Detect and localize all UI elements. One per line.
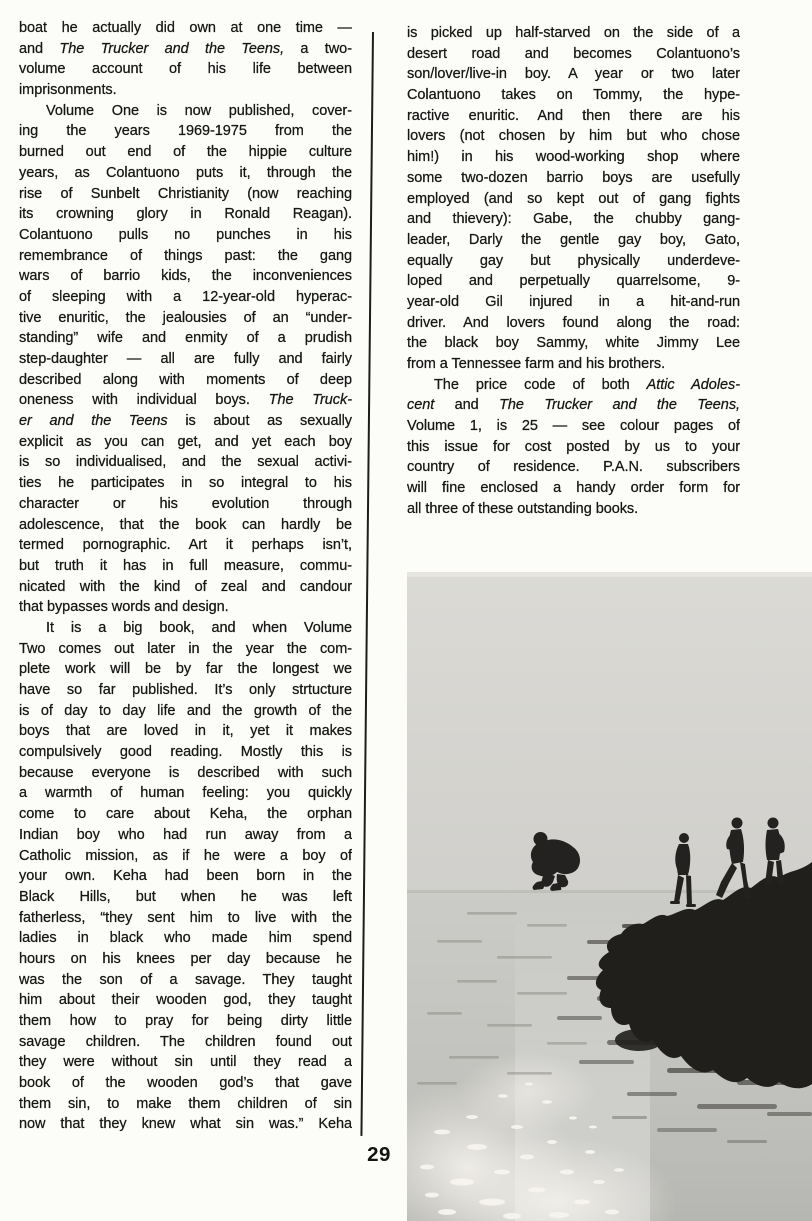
text-line: Two comes out later in the year the com- (19, 640, 352, 657)
text-line: Black Hills, but when he was left (19, 888, 352, 905)
text-line: Catholic mission, as if he were a boy of (19, 847, 352, 864)
right-text-column (407, 23, 740, 520)
text-line: from a Tennessee farm and his brothers. (407, 356, 666, 372)
text-line: remembrance of things past: the gang (19, 247, 352, 264)
text-line: boys that are loved in it, yet it makes (19, 723, 352, 740)
text-line: er and the Teens is about as sexually (19, 413, 352, 430)
text-line: compulsively good reading. Mostly this is (19, 744, 352, 761)
text-line: its crowning glory in Ronald Reagan). (19, 206, 352, 223)
text-line: ties he participates in so integral to his (19, 475, 352, 492)
text-line: hours on his knees per day because he (19, 950, 352, 967)
text-line: Indian boy who had run away from a (19, 826, 352, 843)
text-line: the black boy Sammy, white Jimmy Lee (407, 335, 740, 352)
text-line: lovers (not chosen by him but who chose (407, 128, 740, 145)
text-line: year-old Gil injured in a hit-and-run (407, 293, 740, 310)
text-line: ladies in black who made him spend (19, 930, 352, 947)
text-line: them how to pray for being dirty little (19, 1013, 352, 1029)
text-line: Colantuono takes on Tommy, the hype- (407, 87, 740, 104)
text-line: and thievery): Gabe, the chubby gang- (407, 211, 740, 228)
text-line: savage children. The children found out (19, 1033, 352, 1050)
text-line: your own. Keha had been born in the (19, 868, 352, 885)
left-text-column (19, 18, 352, 1135)
text-line: of sleeping with a 12-year-old hyperac- (19, 288, 352, 305)
text-line: was the son of a savage. They taught (19, 971, 352, 988)
text-line: character or his evolution through (19, 495, 352, 512)
text-line: they were without sin until they read a (19, 1054, 352, 1071)
text-line: ractive enuritic. And then there are his (407, 107, 740, 124)
text-line: this issue for cost posted by us to your (407, 438, 740, 455)
text-line: them sin, to make them children of sin (19, 1095, 352, 1112)
text-line: book of the wooden god’s that gave (19, 1075, 352, 1092)
text-line: standing” wife and enmity of a prudish (19, 330, 352, 347)
text-line: rise of Sunbelt Christianity (now reaching (19, 185, 352, 202)
text-line: because everyone is described with such (19, 764, 352, 781)
text-line: step-daughter — all are fully and fairly (19, 351, 352, 367)
text-line: now that they knew what sin was.” Keha (19, 1116, 352, 1133)
sky (407, 572, 812, 902)
text-line: Volume 1, is 25 — see colour pages of (407, 418, 740, 435)
text-line: but truth it has in full measure, commu- (19, 557, 352, 574)
text-line: leader, Darly the gentle gay boy, Gato, (407, 231, 740, 248)
text-line: volume account of his life between (19, 61, 352, 78)
text-line: is so individualised, and the sexual activi- (19, 454, 352, 471)
text-line: oneness with individual boys. The Truck- (19, 392, 352, 409)
text-line: desert road and becomes Colantuono’s (407, 45, 740, 62)
text-line: that bypasses words and design. (19, 599, 229, 616)
text-line: him!) in his wood-working shop where (407, 149, 740, 166)
text-line: have so far published. It’s only strtucture (19, 682, 352, 698)
text-line: wars of barrio kids, the inconveniences (19, 268, 352, 285)
text-line: nicated with the kind of zeal and candour (19, 578, 352, 595)
text-line: equally gay but physically underdeve- (407, 252, 740, 269)
text-line: loped and perpetually quarrelsome, 9- (407, 273, 740, 290)
text-line: It is a big book, and when Volume (46, 619, 352, 636)
text-line: ing the years 1969-1975 from the (19, 123, 352, 140)
text-line: come to care about Keha, the orphan (19, 806, 352, 823)
text-line: described along with moments of deep (19, 371, 352, 388)
text-line: adolescence, that the book can hardly be (19, 516, 352, 533)
text-line: imprisonments. (19, 82, 117, 99)
text-line: explicit as you can get, and yet each boy (19, 433, 352, 450)
text-line: son/lover/live-in boy. A year or two later (407, 66, 740, 83)
text-line: employed (and so kept out of gang fights (407, 190, 740, 207)
photo-illustration (407, 572, 812, 1221)
text-line: Volume One is now published, cover- (46, 102, 352, 119)
text-line: tive enuritic, the jealousies of an “under- (19, 309, 352, 326)
text-line: him about their wooden god, they taught (19, 992, 352, 1009)
text-line: is picked up half-starved on the side of a (407, 25, 740, 41)
text-line: country of residence. P.A.N. subscribers (407, 459, 740, 476)
text-line: and The Trucker and the Teens, a two- (19, 40, 352, 57)
text-line: a warmth of human feeling: you quickly (19, 785, 352, 802)
text-line: driver. And lovers found along the road: (407, 314, 740, 331)
photo (407, 572, 812, 1221)
text-line: cent and The Trucker and the Teens, (407, 397, 740, 414)
text-line: The price code of both Attic Adoles- (434, 376, 740, 393)
text-line: will fine enclosed a handy order form for (407, 480, 740, 497)
text-line: burned out end of the hippie culture (19, 144, 352, 161)
text-line: boat he actually did own at one time — (19, 20, 352, 36)
text-line: fatherless, “they sent him to live with the (19, 909, 352, 926)
text-line: some two-dozen barrio boys are usefully (407, 169, 740, 186)
page-number: 29 (367, 1143, 391, 1166)
text-line: years, as Colantuono puts it, through the (19, 164, 352, 181)
text-line: Colantuono pulls no punches in his (19, 226, 352, 243)
column-divider-rule (360, 32, 374, 1136)
text-line: is of day to day life and the growth of the (19, 702, 352, 719)
text-line: all three of these outstanding books. (407, 500, 639, 517)
text-line: plete work will be by far the longest we (19, 661, 352, 678)
text-line: termed pornographic. Art it perhaps isn’t, (19, 537, 352, 554)
